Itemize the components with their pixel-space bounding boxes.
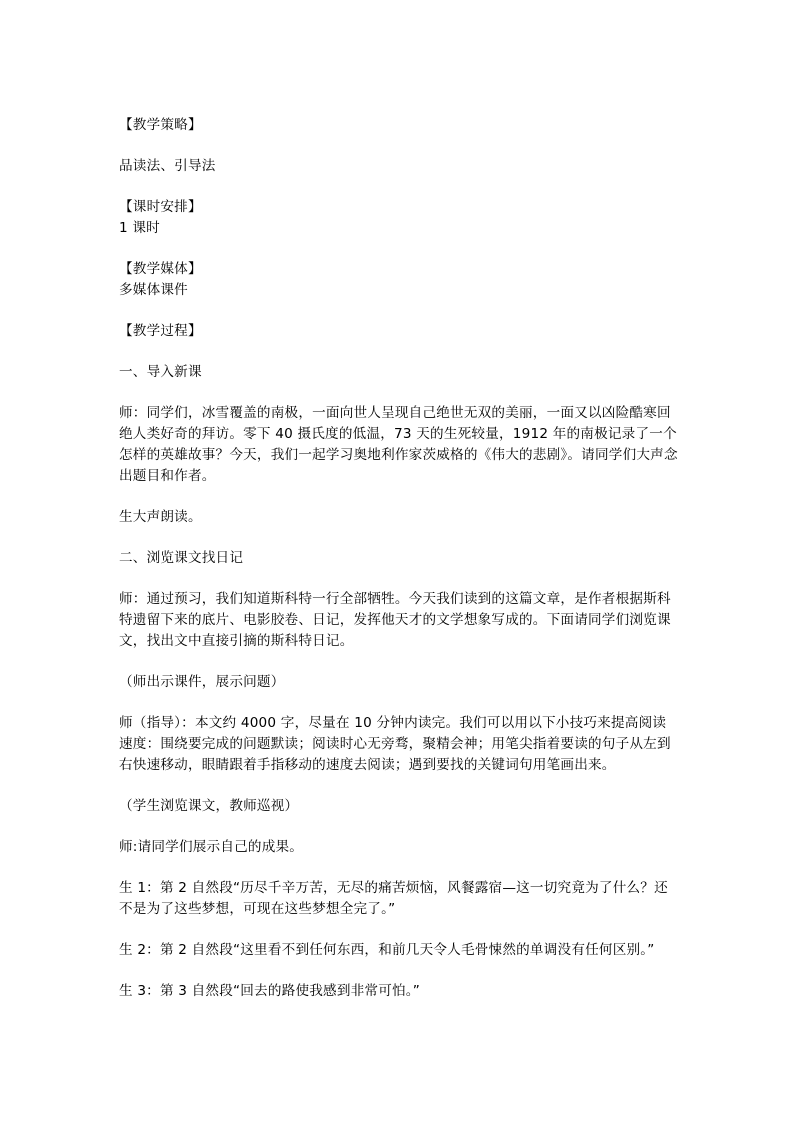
- paragraph-teacher-intro: 师：同学们，冰雪覆盖的南极，一面向世人呈现自己绝世无双的美丽，一面又以凶险酷寒回绝人类好奇的拜访。零下 40 摄氏度的低温，73 天的生死较量，1912 年的南极记录了一个怎样的英雄故事？今天，我们一起学习奥地利作家茨威格的《伟大的悲剧》。请同学们大声念出题目和作者。: [119, 405, 678, 484]
- paragraph-teacher-guide: 师（指导）：本文约 4000 字，尽量在 10 分钟内读完。我们可以用以下小技巧来提高阅读速度：围绕要完成的问题默读；阅读时心无旁骛，聚精会神；用笔尖指着要读的句子从左到右快速移动，眼睛跟着手指移动的速度去阅读；遇到要找的关键词句用笔画出来。: [119, 715, 671, 773]
- schedule-text: 1 课时: [119, 220, 160, 236]
- heading-teaching-media: 【教学媒体】: [119, 261, 202, 277]
- heading-class-schedule: 【课时安排】: [119, 199, 202, 215]
- paragraph-teacher-show: 师:请同学们展示自己的成果。: [119, 839, 304, 855]
- paragraph-stage-note-1: （师出示课件，展示问题）: [119, 674, 285, 690]
- paragraph-teacher-preview: 师：通过预习，我们知道斯科特一行全部牺牲。今天我们读到的这篇文章，是作者根据斯科特遗留下来的底片、电影胶卷、日记，发挥他天才的文学想象写成的。下面请同学们浏览课文，找出文中直接引摘的斯科特日记。: [119, 591, 671, 649]
- media-text: 多媒体课件: [119, 282, 188, 298]
- document-page: [119, 115, 679, 1002]
- paragraph-students-read: 生大声朗读。: [119, 509, 202, 525]
- paragraph-student-2: 生 2：第 2 自然段“这里看不到任何东西，和前几天令人毛骨悚然的单调没有任何区别。”: [119, 942, 655, 958]
- strategy-text: 品读法、引导法: [119, 158, 216, 174]
- paragraph-student-3: 生 3：第 3 自然段“回去的路使我感到非常可怕。”: [119, 983, 421, 999]
- heading-teaching-process: 【教学过程】: [119, 323, 202, 339]
- heading-teaching-strategy: 【教学策略】: [119, 117, 202, 133]
- section-title-browse: 二、浏览课文找日记: [119, 550, 244, 566]
- paragraph-student-1: 生 1：第 2 自然段“历尽千辛万苦，无尽的痛苦烦恼，风餐露宿—这一切究竟为了什么？还不是为了这些梦想，可现在这些梦想全完了。”: [119, 880, 668, 917]
- section-title-intro: 一、导入新课: [119, 364, 202, 380]
- paragraph-stage-note-2: （学生浏览课文，教师巡视）: [119, 798, 299, 814]
